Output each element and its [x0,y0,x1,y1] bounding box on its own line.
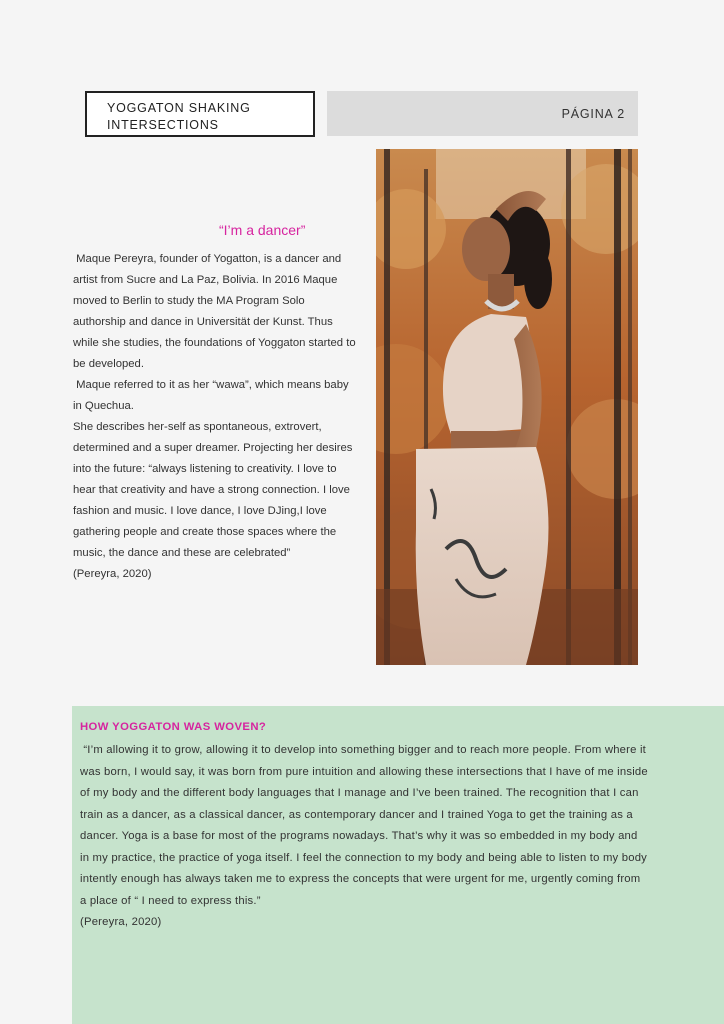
woven-citation: (Pereyra, 2020) [80,916,162,928]
document-title-line2: INTERSECTIONS [107,118,219,132]
portrait-photo-illustration [376,149,638,665]
bio-citation: (Pereyra, 2020) [73,568,152,580]
bio-paragraph: Maque referred to it as her “wawa”, which means baby in Quechua. [73,379,352,412]
bio-heading: “I’m a dancer” [219,222,306,238]
woven-section-panel [72,706,724,1024]
woven-heading: HOW YOGGATON WAS WOVEN? [80,721,267,733]
document-title-line1: YOGGATON SHAKING [107,101,251,115]
bio-paragraph: Maque Pereyra, founder of Yogatton, is a dancer and artist from Sucre and La Paz, Bolivia. In 2016 Maque moved to Berlin to study the MA Program Solo authorship and dance in Universität der Kunst. Thus while she studies, the foundations of Yoggaton started to be developed. [73,253,359,370]
bio-text-block [73,249,358,585]
document-title-box [85,91,315,137]
woven-body [80,740,650,934]
woven-body-text: “I’m allowing it to grow, allowing it to develop into something bigger and to reach more people. From where it was born, I would say, it was born from pure intuition and allowing these intersections that I have of me inside of my body and the different body languages that I manage and I’ve been trained. The recognition that I can train as a dancer, as a classical dancer, as contemporary dancer and I trained Yoga to get the training as a dancer. Yoga is a base for most of the programs nowadays. That’s why it was so embedded in my body and in my practice, the practice of yoga itself. I feel the connection to my body and being able to listen to my body intently enough has always taken me to express the concepts that were urgent for me, urgently coming from a place of “ I need to express this.” [80,744,652,907]
page-number-banner [327,91,638,136]
dancer-portrait-photo [376,149,638,665]
page-number-label: PÁGINA 2 [561,107,625,121]
bio-paragraph: She describes her-self as spontaneous, extrovert, determined and a super dreamer. Projecting her desires into the future: “always listening to creativity. I love to hear that creativity and have a strong connection. I love fashion and music. I love dance, I love DJing,I love gathering people and create those spaces where the music, the dance and these are celebrated” [73,421,356,559]
